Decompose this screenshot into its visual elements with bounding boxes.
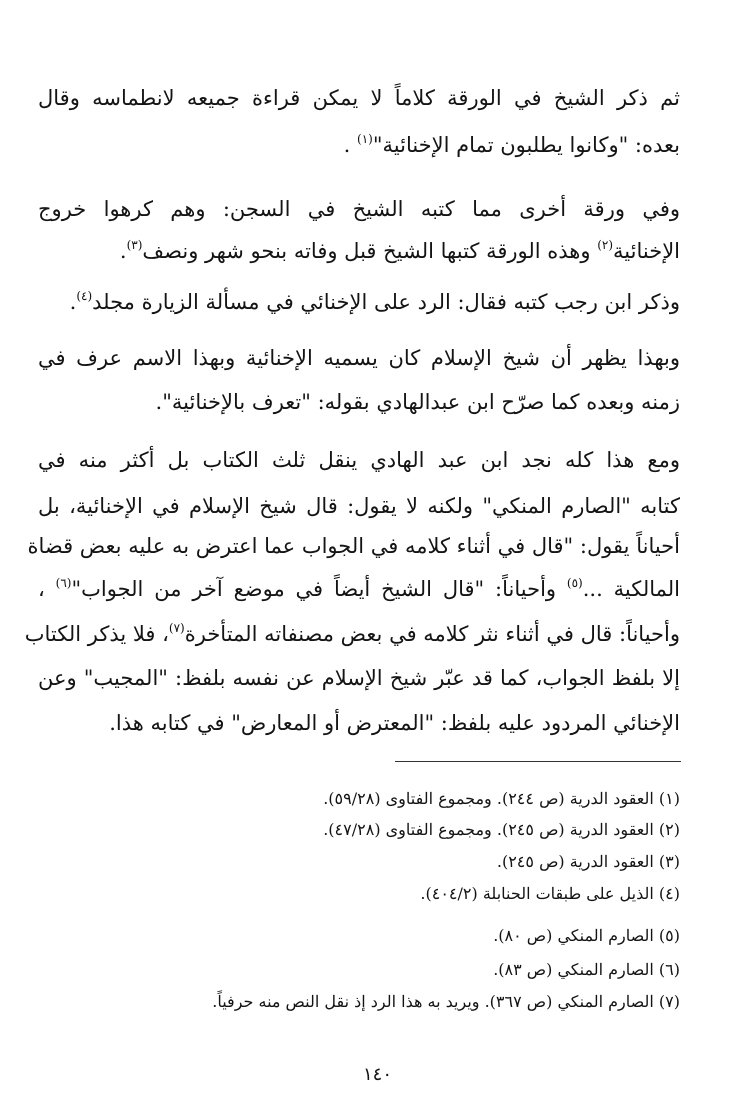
page-number: ١٤٠ — [362, 1064, 392, 1085]
text-line: الإخنائي المردود عليه بلفظ: "المعترض أو المعارض" في كتابه هذا. — [109, 711, 680, 735]
text-line: زمنه وبعده كما صرّح ابن عبدالهادي بقوله: "تعرف بالإخنائية". — [155, 390, 680, 414]
footnote: (٦) الصارم المنكي (ص ٨٣). — [493, 960, 680, 979]
text-line: وبهذا يظهر أن شيخ الإسلام كان يسميه الإخنائية وبهذا الاسم عرف في — [38, 346, 680, 370]
footnote-ref: (٢) — [597, 238, 614, 252]
footnote: (٢) العقود الدرية (ص ٢٤٥). ومجموع الفتاوى (٤٧/٢٨). — [323, 820, 680, 839]
footnote-ref: (٤) — [76, 289, 93, 303]
text-line: ثم ذكر الشيخ في الورقة كلاماً لا يمكن قراءة جميعه لانطماسه وقال — [38, 86, 680, 110]
text-line: ومع هذا كله نجد ابن عبد الهادي ينقل ثلث الكتاب بل أكثر منه في — [38, 448, 680, 472]
footnote: (٧) الصارم المنكي (ص ٣٦٧). ويريد به هذا الرد إذ نقل النص منه حرفياً. — [212, 992, 680, 1011]
text-line: وذكر ابن رجب كتبه فقال: الرد على الإخنائي في مسألة الزيارة مجلد$^{(٤)}$. — [69, 289, 680, 314]
footnote: (٤) الذيل على طبقات الحنابلة (٤٠٤/٢). — [420, 884, 680, 903]
footnote-ref: (١) — [357, 132, 373, 146]
footnote-separator — [395, 761, 681, 762]
text-line: كتابه "الصارم المنكي" ولكنه لا يقول: قال شيخ الإسلام في الإخنائية، بل — [38, 494, 680, 518]
text-line: بعده: "وكانوا يطلبون تمام الإخنائية"$^{(١)}$ . — [343, 132, 680, 157]
footnote: (٥) الصارم المنكي (ص ٨٠). — [493, 926, 680, 945]
footnote: (٣) العقود الدرية (ص ٢٤٥). — [496, 852, 680, 871]
text-line: أحياناً يقول: "قال في أثناء كلامه في الجواب عما اعترض به عليه بعض قضاة — [27, 534, 680, 558]
footnote: (١) العقود الدرية (ص ٢٤٤). ومجموع الفتاوى (٥٩/٢٨). — [323, 789, 680, 808]
text-line: إلا بلفظ الجواب، كما قد عبّر شيخ الإسلام عن نفسه بلفظ: "المجيب" وعن — [38, 666, 680, 690]
footnote-ref: (٣) — [126, 238, 143, 252]
text-line: وأحياناً: قال في أثناء نثر كلامه في بعض مصنفاته المتأخرة$^{(٧)}$، فلا يذكر الكتاب — [24, 621, 680, 646]
text-line: الإخنائية$^{(٢)}$ وهذه الورقة كتبها الشيخ قبل وفاته بنحو شهر ونصف$^{(٣)}$. — [119, 238, 680, 263]
footnote-ref: (٥) — [566, 576, 583, 590]
footnote-ref: (٧) — [168, 621, 185, 635]
text-line: وفي ورقة أخرى مما كتبه الشيخ في السجن: وهم كرهوا خروج — [38, 197, 680, 221]
text-line: المالكية ...$^{(٥)}$ وأحياناً: "قال الشيخ أيضاً في موضع آخر من الجواب"$^{(٦)}$ ، — [38, 576, 680, 601]
footnote-ref: (٦) — [55, 576, 72, 590]
